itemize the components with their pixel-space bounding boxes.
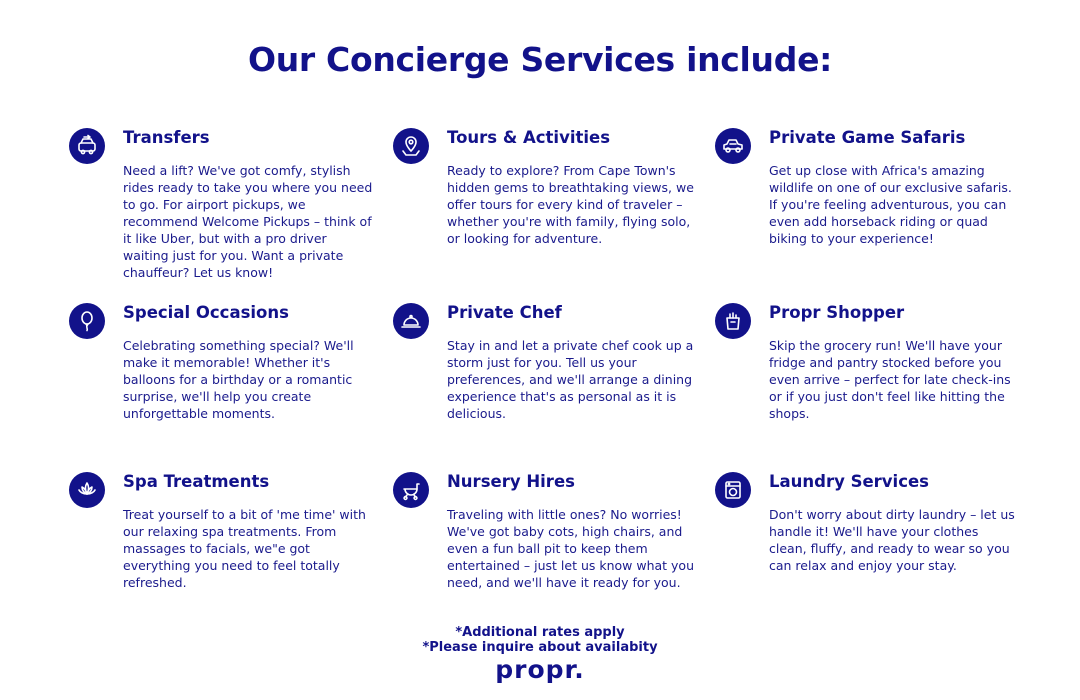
service-description: Celebrating something special? We'll make it memorable! Whether it's balloons for a birthday or a romantic surprise, we'll help you create unforgettable moments. [123,338,354,421]
service-title: Private Game Safaris [769,128,966,147]
service-description: Stay in and let a private chef cook up a storm just for you. Tell us your preferences, and we'll arrange a dining experience that's as personal as it is delicious. [447,338,694,421]
service-description: Need a lift? We've got comfy, stylish rides ready to take you where you need to go. For airport pickups, we recommend Welcome Pickups – think of it like Uber, but with a pro driver waiting just for you. Want a private chauffeur? Let us know! [123,163,373,280]
service-title: Tours & Activities [447,128,611,147]
service-title: Nursery Hires [447,472,575,491]
service-title: Special Occasions [123,303,289,322]
service-description: Treat yourself to a bit of 'me time' with our relaxing spa treatments. From massages to facials, we"e got everything you need to feel totally refreshed. [123,507,366,590]
vehicle-icon [69,128,105,164]
service-title: Private Chef [447,303,562,322]
washing-machine-icon [715,472,751,508]
grocery-bag-icon [715,303,751,339]
map-pin-icon [393,128,429,164]
service-description: Ready to explore? From Cape Town's hidden gems to breathtaking views, we offer tours for every kind of traveler – whether you're with family, flying solo, or looking for adventure. [447,163,694,246]
page-title: Our Concierge Services include: [247,40,833,79]
brand-logo: propr. [495,655,585,684]
balloon-icon [69,303,105,339]
lotus-icon [69,472,105,508]
service-description: Get up close with Africa's amazing wildlife on one of our exclusive safaris. If you're feeling adventurous, you can even add horseback riding or quad biking to your experience! [769,163,1012,246]
safari-jeep-icon [715,128,751,164]
footer-note-availability: *Please inquire about availabity [422,640,658,655]
service-description: Traveling with little ones? No worries! We've got baby cots, high chairs, and even a fun ball pit to keep them entertained – just let us know what you need, and we'll have it ready for you. [447,507,695,590]
service-title: Propr Shopper [769,303,905,322]
service-title: Transfers [123,128,210,147]
service-title: Spa Treatments [123,472,270,491]
service-description: Don't worry about dirty laundry – let us handle it! We'll have your clothes clean, fluffy, and ready to wear so you can relax and enjoy your stay. [769,507,1015,573]
stroller-icon [393,472,429,508]
service-description: Skip the grocery run! We'll have your fridge and pantry stocked before you even arrive – perfect for late check-ins or if you just don't feel like hitting the shops. [769,338,1011,421]
cloche-icon [393,303,429,339]
footer-note-rates: *Additional rates apply [455,625,625,640]
service-title: Laundry Services [769,472,930,491]
